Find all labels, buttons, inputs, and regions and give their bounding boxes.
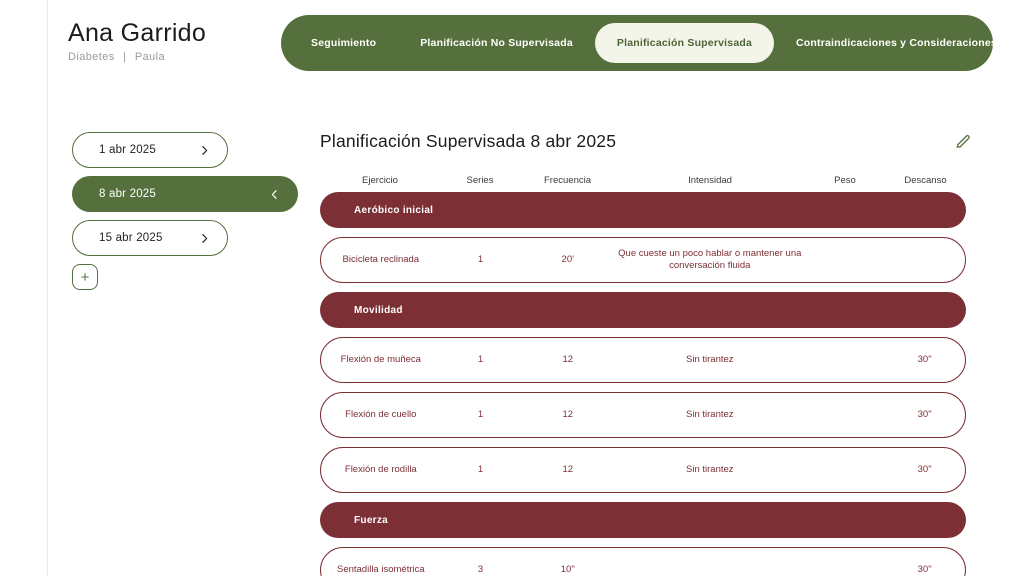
- cell-descanso: 30": [917, 563, 932, 575]
- table-section-row[interactable]: Fuerza: [320, 502, 966, 538]
- cell-ejercicio: Sentadilla isométrica: [336, 563, 425, 575]
- cell-series: 1: [477, 353, 484, 365]
- patient-meta: [68, 51, 206, 63]
- panel-title: Planificación Supervisada 8 abr 2025: [320, 130, 617, 151]
- add-session-button[interactable]: +: [72, 264, 98, 290]
- page-title: Ana Garrido: [68, 19, 207, 47]
- chevron-right-icon: [198, 144, 211, 157]
- column-header-ejercicio: Ejercicio: [362, 174, 398, 186]
- sidebar-item-date-1-abr-2025[interactable]: [72, 132, 228, 168]
- column-header-intensidad: Intensidad: [688, 174, 732, 186]
- table-header-row: [320, 168, 966, 192]
- cell-descanso: 30": [917, 463, 932, 475]
- table-section-row[interactable]: Aeróbico inicial: [320, 192, 966, 228]
- cell-frecuencia: 12: [562, 463, 574, 475]
- table-row[interactable]: [320, 237, 966, 283]
- cell-frecuencia: 20': [561, 253, 574, 265]
- cell-series: 1: [477, 408, 484, 420]
- column-header-peso: Peso: [834, 174, 856, 186]
- table-row[interactable]: [320, 337, 966, 383]
- tab-seguimiento[interactable]: Seguimiento: [311, 37, 377, 49]
- panel-header: [320, 124, 972, 158]
- column-header-frecuencia: Frecuencia: [544, 174, 591, 186]
- cell-intensidad: Sin tirantez: [686, 408, 734, 420]
- sidebar-item-date-8-abr-2025[interactable]: [72, 176, 298, 212]
- column-header-series: Series: [466, 174, 494, 186]
- exercise-table: [320, 168, 966, 576]
- date-label: 8 abr 2025: [99, 188, 156, 200]
- cell-intensidad: Sin tirantez: [686, 353, 734, 365]
- pencil-icon[interactable]: [954, 132, 972, 150]
- date-label: 15 abr 2025: [99, 232, 163, 244]
- session-date-list: [72, 132, 302, 290]
- cell-series: 3: [477, 563, 484, 575]
- cell-frecuencia: 12: [562, 353, 574, 365]
- date-label: 1 abr 2025: [99, 144, 156, 156]
- table-row[interactable]: [320, 392, 966, 438]
- table-row[interactable]: [320, 547, 966, 576]
- cell-intensidad: Sin tirantez: [686, 463, 734, 475]
- chevron-left-icon: [268, 188, 281, 201]
- table-row[interactable]: [320, 447, 966, 493]
- cell-ejercicio: Flexión de muñeca: [340, 353, 421, 365]
- cell-frecuencia: 10": [560, 563, 575, 575]
- cell-ejercicio: Bicicleta reclinada: [342, 253, 420, 265]
- table-section-row[interactable]: Movilidad: [320, 292, 966, 328]
- patient-professional: Paula: [134, 51, 165, 63]
- top-navigation: [281, 15, 997, 71]
- chevron-right-icon: [198, 232, 211, 245]
- cell-intensidad: Que cueste un poco hablar o mantener una conversación fluida: [618, 247, 802, 271]
- meta-separator: |: [123, 51, 127, 63]
- cell-descanso: 30": [917, 408, 932, 420]
- sidebar-item-date-15-abr-2025[interactable]: [72, 220, 228, 256]
- left-rail-divider: [47, 0, 48, 576]
- cell-descanso: 30": [917, 353, 932, 365]
- cell-ejercicio: Flexión de cuello: [345, 408, 417, 420]
- tab-planificacion-supervisada[interactable]: Planificación Supervisada: [595, 23, 774, 63]
- column-header-descanso: Descanso: [904, 174, 947, 186]
- cell-series: 1: [477, 463, 484, 475]
- tab-planificacion-no-supervisada[interactable]: Planificación No Supervisada: [420, 37, 573, 49]
- cell-ejercicio: Flexión de rodilla: [344, 463, 417, 475]
- planning-panel: [320, 124, 972, 576]
- patient-header: [68, 18, 206, 63]
- cell-frecuencia: 12: [562, 408, 574, 420]
- patient-condition: Diabetes: [68, 51, 115, 63]
- cell-series: 1: [477, 253, 484, 265]
- tab-contraindicaciones-y-consideraciones[interactable]: Contraindicaciones y Consideraciones: [796, 37, 997, 49]
